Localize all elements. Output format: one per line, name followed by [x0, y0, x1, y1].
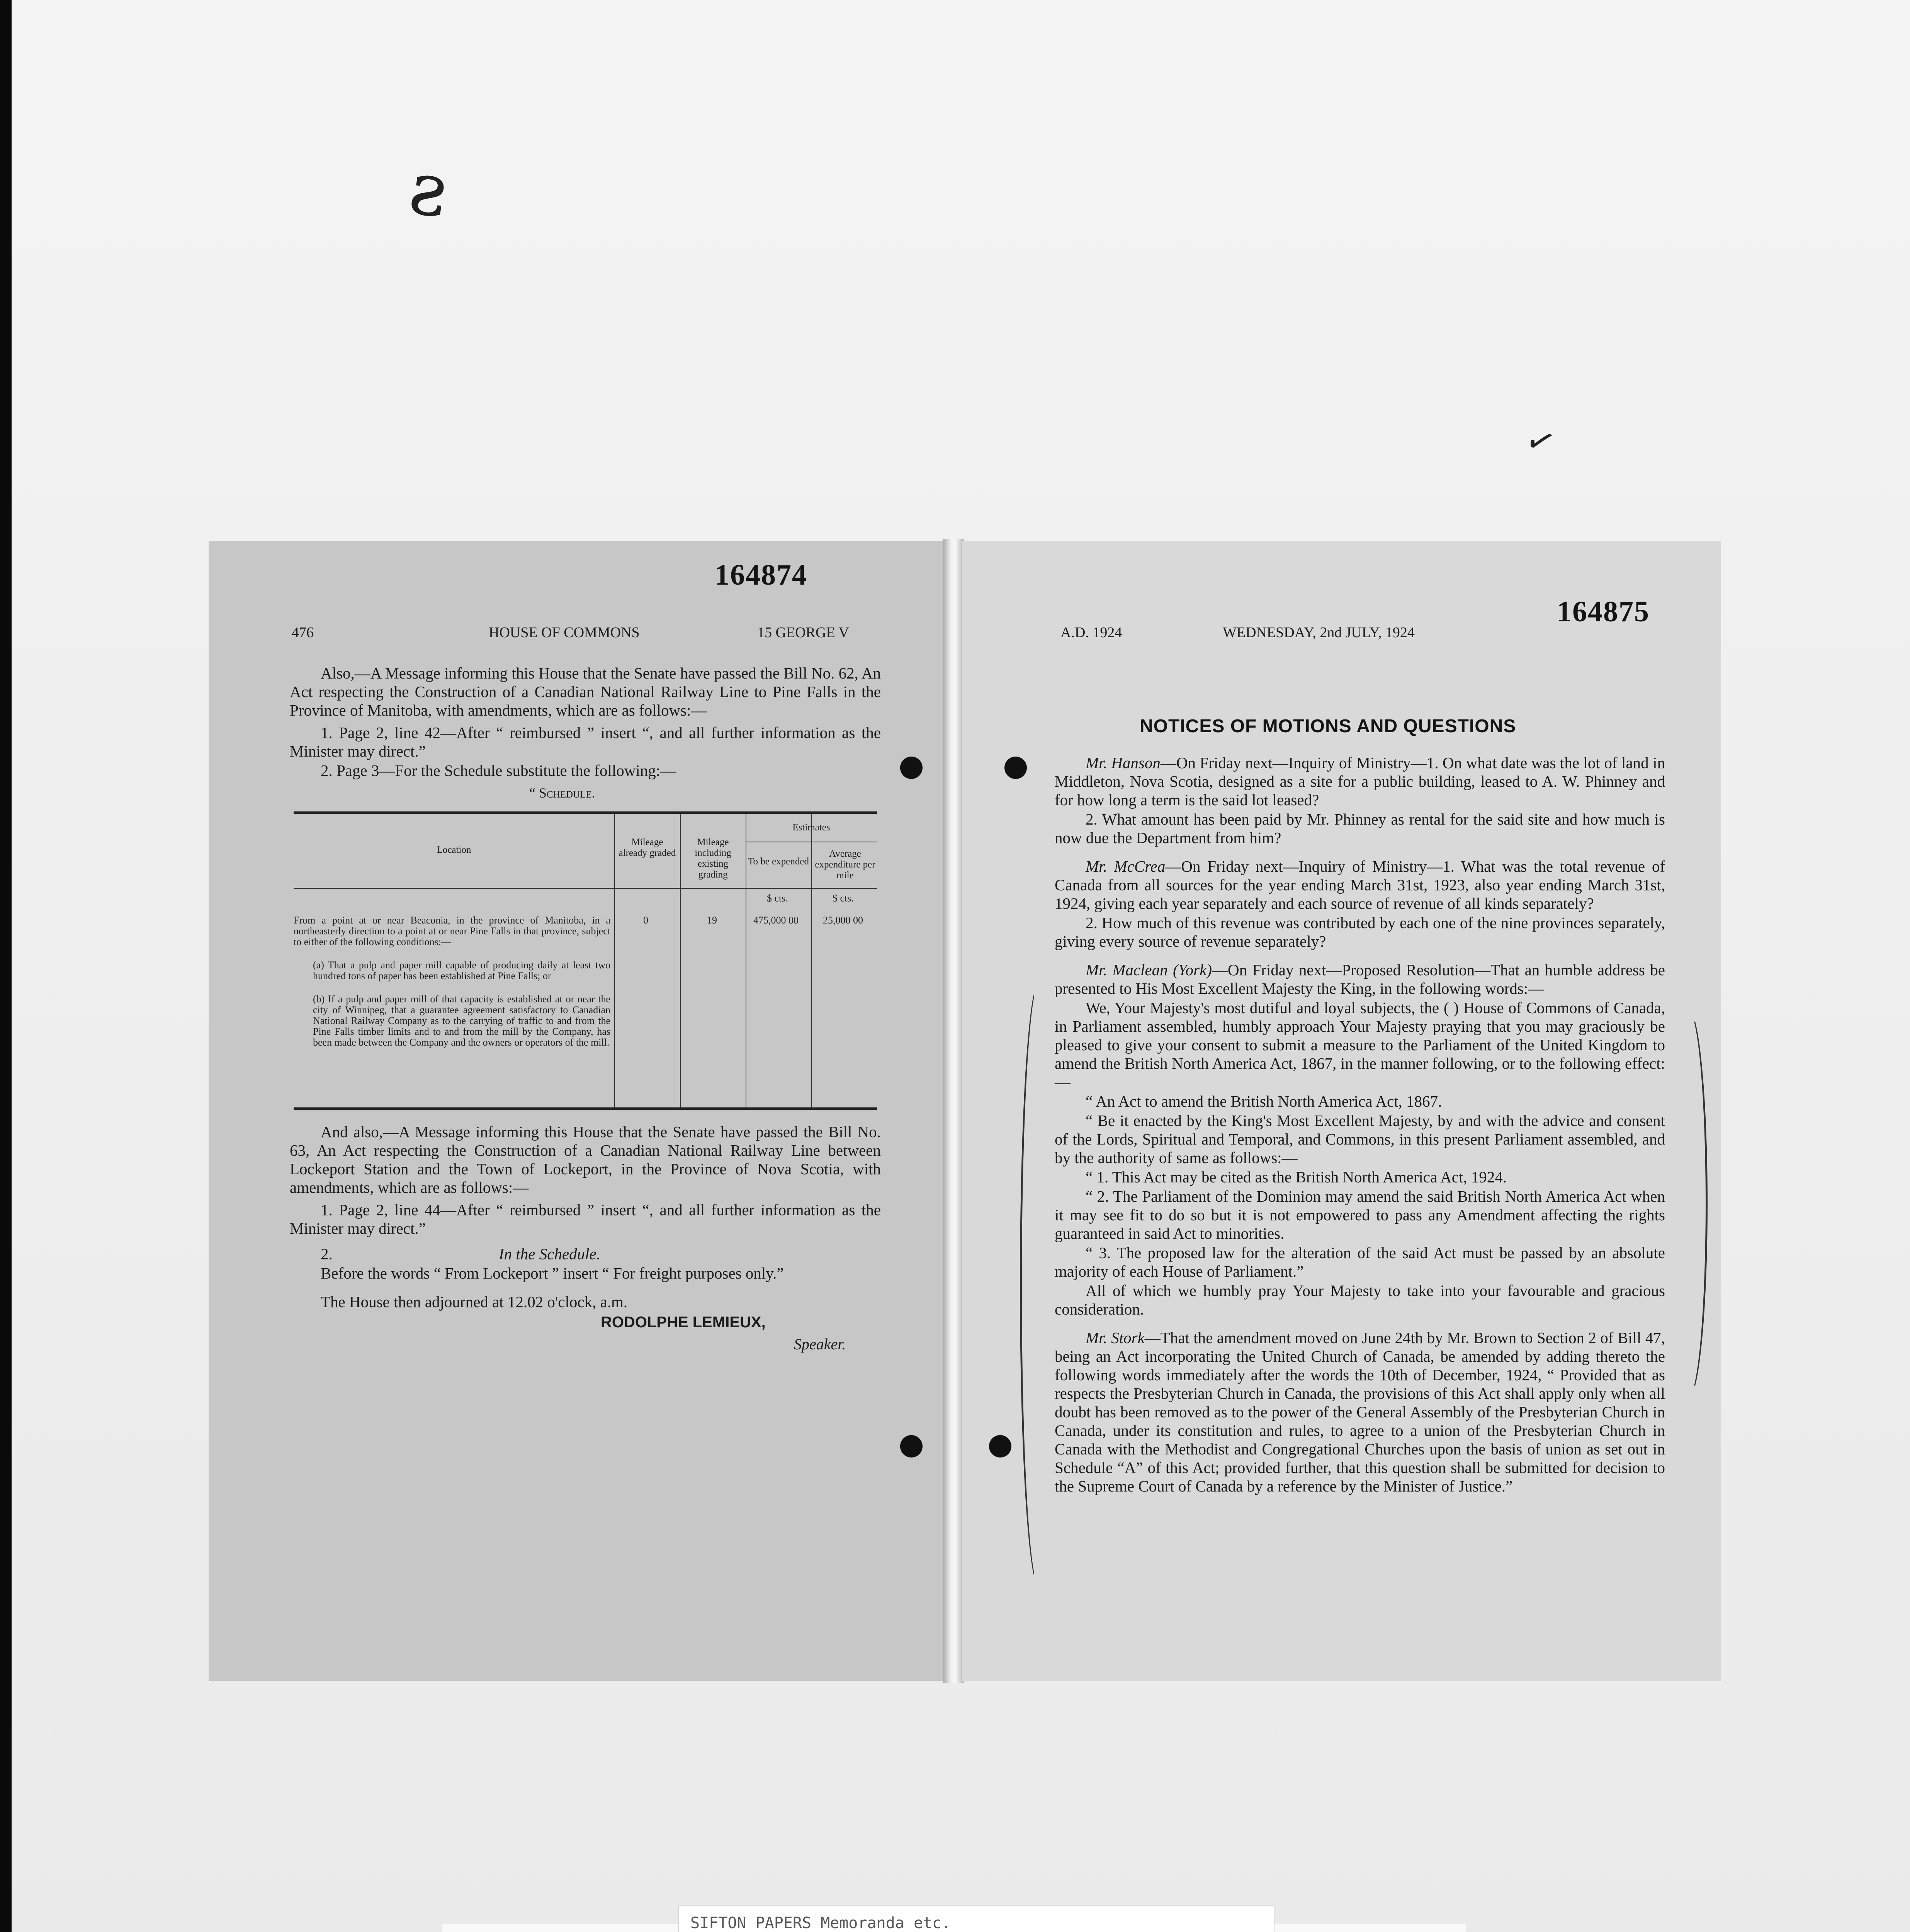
maclean-intro: Mr. Maclean (York)—On Friday next—Proposed Resolution—That an humble address be presented to His Most Excellent Majesty the King, in the following words:— — [1055, 961, 1665, 997]
handwritten-mark: ƨ — [404, 145, 453, 235]
unit-dollars-cents: $ cts. — [767, 893, 788, 904]
column-header-estimates: Estimates — [792, 822, 830, 833]
hanson-question-2: 2. What amount has been paid by Mr. Phinney as rental for the said site and how much is now due the Department from him? — [1055, 810, 1665, 847]
page-gutter — [943, 539, 964, 1683]
condition-a: (a) That a pulp and paper mill capable of producing daily at least two hundred tons of paper has been established at Pine Falls; or — [313, 959, 610, 981]
left-running-title: HOUSE OF COMMONS — [489, 624, 640, 641]
speaker-title: Speaker. — [794, 1335, 846, 1353]
mileage-graded-value: 0 — [643, 915, 648, 926]
unit-dollars-cents: $ cts. — [833, 893, 854, 904]
maclean-section-3: “ 3. The proposed law for the alteration of the said Act must be passed by an absolute majority of each House of Parliament.” — [1055, 1244, 1665, 1280]
mccrea-question-1: Mr. McCrea—On Friday next—Inquiry of Ministry—1. What was the total revenue of Canada from all sources for the year ending March 31st, 1923, also year ending March 31st, 1924, giving each year separately and each source of revenue of all kinds separately? — [1055, 857, 1665, 912]
notices-title: NOTICES OF MOTIONS AND QUESTIONS — [1140, 716, 1516, 736]
right-year-label: A.D. 1924 — [1060, 624, 1122, 641]
mccrea-name: Mr. McCrea — [1086, 857, 1166, 875]
column-header-location: Location — [437, 845, 471, 855]
stork-name: Mr. Stork — [1086, 1329, 1145, 1347]
bill-63-amendment-2-number: 2. — [321, 1245, 333, 1263]
schedule-heading: “ Schedule. — [529, 785, 595, 801]
maclean-address: We, Your Majesty's most dutiful and loyal subjects, the ( ) House of Commons of Canada, in Parliament assembled, humbly approach Your Majesty praying that you may graciously be pleased to give your consent to submit a measure to the Parliament of the United Kingdom to amend the British North America Act, 1867, in the manner following, or to the following effect:— — [1055, 999, 1665, 1091]
pencil-bracket-right — [1669, 1009, 1708, 1399]
slip-fonds-line: SIFTON PAPERS Memoranda etc. — [690, 1914, 951, 1932]
binder-hole — [900, 1435, 923, 1458]
left-reign-label: 15 GEORGE V — [757, 624, 849, 641]
handwritten-tick: ✓ — [1520, 417, 1562, 466]
maclean-enacting-clause: “ Be it enacted by the King's Most Excellent Majesty, by and with the advice and consent of the Lords, Spiritual and Temporal, and Commons, in this present Parliament assembled, and by the authority of same as follows:— — [1055, 1112, 1665, 1167]
bill-63-amendment-2-text: Before the words “ From Lockeport ” insert “ For freight purposes only.” — [321, 1264, 784, 1282]
mileage-existing-value: 19 — [707, 915, 717, 926]
maclean-closing: All of which we humbly pray Your Majesty to take into your favourable and gracious consideration. — [1055, 1282, 1665, 1318]
right-date-label: WEDNESDAY, 2nd JULY, 1924 — [1223, 624, 1415, 641]
maclean-section-2: “ 2. The Parliament of the Dominion may amend the said British North America Act when it may see fit to do so but it is not empowered to pass any Amendment affecting the rights guaranteed in said Act to minorities. — [1055, 1187, 1665, 1242]
binder-hole — [1004, 757, 1027, 779]
schedule-location-text: From a point at or near Beaconia, in the province of Manitoba, in a northeasterly direction to a point at or near Pine Falls in that province, subject to either of the following conditions:— — [294, 915, 610, 947]
right-page-stamp-number: 164875 — [1557, 595, 1650, 628]
mccrea-question-2: 2. How much of this revenue was contributed by each one of the nine provinces separately, giving every source of revenue separately? — [1055, 914, 1665, 950]
left-second-message-block — [290, 1122, 881, 1321]
left-journal-page — [209, 541, 943, 1681]
hanson-question-1: Mr. Hanson—On Friday next—Inquiry of Ministry—1. On what date was the lot of land in Middleton, Nova Scotia, designed as a site for a public building, leased to A. W. Phinney and for how long a term is the said lot leased? — [1055, 754, 1665, 809]
left-message-block — [290, 664, 881, 806]
average-per-mile-value: 25,000 00 — [823, 915, 863, 926]
stork-amendment: Mr. Stork—That the amendment moved on June 24th by Mr. Brown to Section 2 of Bill 47, being an Act incorporating the United Church of Canada, be amended by adding thereto the following words immediately after the words the 10th of December, 1924, “ Provided that as respects the Presbyterian Church in Canada, the provisions of this Act shall apply only when all doubt has been removed as to the power of the General Assembly of the Presbyterian Church in Canada, under its constitution and rules, to agree to a union of the Presbyterian Church in Canada with the Methodist and Congregational Churches upon the basis of union as set out in Schedule “A” of this Act; provided further, that this question shall be submitted for decision to the Supreme Court of Canada by a reference by the Minister of Justice.” — [1055, 1329, 1665, 1495]
hanson-name: Mr. Hanson — [1086, 754, 1161, 772]
binder-hole — [989, 1435, 1011, 1458]
right-journal-page — [962, 541, 1721, 1681]
column-header-to-be-expended: To be expended — [748, 856, 809, 867]
left-page-stamp-number: 164874 — [715, 559, 807, 591]
pencil-bracket-left — [1020, 981, 1059, 1588]
to-be-expended-value: 475,000 00 — [753, 915, 799, 926]
column-header-average-per-mile: Average expenditure per mile — [815, 849, 875, 881]
bill-63-amendment-2-line — [290, 1245, 881, 1263]
maclean-name: Mr. Maclean (York) — [1086, 961, 1212, 979]
senate-message-bill-63: And also,—A Message informing this House that the Senate have passed the Bill No. 63, An Act respecting the Construction of a Canadian National Railway Line between Lockeport Station and the Town of Lockeport, in the Province of Nova Scotia, with amendments, which are as follows:— — [290, 1123, 881, 1196]
bill-63-schedule-title: In the Schedule. — [499, 1245, 600, 1263]
bill-63-amendment-1: 1. Page 2, line 44—After “ reimbursed ” insert “, and all further information as the Minister may direct.” — [290, 1201, 881, 1237]
adjournment-note: The House then adjourned at 12.02 o'clock, a.m. — [321, 1293, 628, 1311]
maclean-act-title: “ An Act to amend the British North America Act, 1867. — [1086, 1092, 1442, 1110]
column-header-mileage-existing: Mileage including existing grading — [695, 837, 731, 880]
bill-62-amendment-1: 1. Page 2, line 42—After “ reimbursed ” insert “, and all further information as the Minister may direct.” — [290, 724, 881, 760]
archive-reference-slip — [678, 1905, 1274, 1932]
binder-hole — [900, 757, 923, 779]
film-edge-left — [0, 0, 12, 1932]
left-page-number: 476 — [292, 624, 314, 641]
senate-message-bill-62: Also,—A Message informing this House that the Senate have passed the Bill No. 62, An Act respecting the Construction of a Canadian National Railway Line to Pine Falls in the Province of Manitoba, with amendments, which are as follows:— — [290, 664, 881, 719]
speaker-name: RODOLPHE LEMIEUX, — [601, 1314, 766, 1331]
schedule-table — [294, 811, 877, 1110]
bill-62-amendment-2: 2. Page 3—For the Schedule substitute the following:— — [321, 762, 676, 779]
condition-b: (b) If a pulp and paper mill of that capacity is established at or near the city of Winnipeg, that a guarantee agreement satisfactory to Canadian National Railway Company as to the carrying of traffic to and from the Pine Falls timber limits and to and from the mill by the Company, has been made between the Company and the owners or operators of the mill. — [313, 993, 610, 1048]
notices-block — [1055, 753, 1665, 1499]
column-header-mileage-graded: Mileage already graded — [619, 837, 676, 858]
maclean-section-1: “ 1. This Act may be cited as the British North America Act, 1924. — [1086, 1168, 1507, 1186]
